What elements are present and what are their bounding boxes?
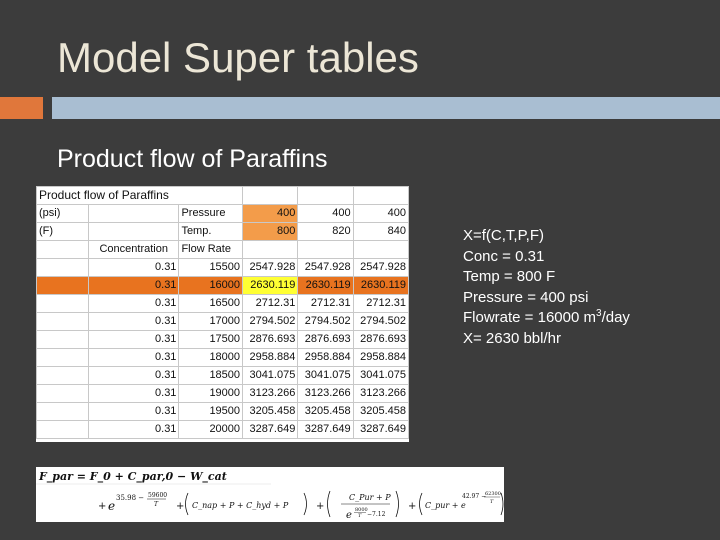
value-cell: 2712.31 (243, 295, 298, 313)
formula-line1: F_par = F_0 + C_par,0 − W_cat (39, 470, 227, 483)
formula-frac3-den: T (490, 499, 494, 505)
formula-frac1-num: 59600 (148, 492, 168, 499)
formula-frac2-exp-den: T (358, 513, 362, 519)
value-cell: 3123.266 (353, 385, 408, 403)
flow-cell: 16500 (179, 295, 243, 313)
note-pressure: Pressure = 400 psi (463, 288, 589, 306)
value-cell: 2876.693 (298, 331, 353, 349)
formula-paren3-close (501, 493, 503, 515)
formula-plus3: + (316, 501, 325, 512)
value-cell: 2630.119 (353, 277, 408, 295)
formula-frac1-den: T (154, 501, 159, 508)
note-temp: Temp = 800 F (463, 268, 556, 286)
temp-value: 820 (298, 223, 353, 241)
temp-label: Temp. (179, 223, 243, 241)
table-row (37, 385, 409, 403)
table-title-row (37, 187, 409, 205)
value-cell: 2958.884 (298, 349, 353, 367)
flow-rate-header: Flow Rate (179, 241, 243, 259)
table-row (37, 295, 409, 313)
value-cell: 3123.266 (243, 385, 298, 403)
flow-cell: 18500 (179, 367, 243, 385)
value-cell: 3041.075 (243, 367, 298, 385)
table-row (37, 331, 409, 349)
value-cell: 2794.502 (243, 313, 298, 331)
table-row (37, 349, 409, 367)
flow-cell: 17000 (179, 313, 243, 331)
formula-paren1-open (186, 493, 189, 515)
value-cell: 2876.693 (353, 331, 408, 349)
conc-cell: 0.31 (89, 259, 179, 277)
formula-image (36, 467, 504, 522)
pressure-value: 400 (298, 205, 353, 223)
value-cell: 3123.266 (298, 385, 353, 403)
pressure-value: 400 (353, 205, 408, 223)
formula-frac2-exp-tail: −7.12 (367, 511, 386, 518)
value-cell: 3287.649 (353, 421, 408, 439)
value-cell: 2547.928 (298, 259, 353, 277)
value-cell: 2547.928 (353, 259, 408, 277)
formula-paren3-open (420, 493, 423, 515)
note-flowrate (463, 308, 630, 329)
concentration-header: Concentration (89, 241, 179, 259)
flow-cell: 15500 (179, 259, 243, 277)
value-cell: 3205.458 (243, 403, 298, 421)
table-row (37, 313, 409, 331)
value-cell: 2876.693 (243, 331, 298, 349)
table-row (37, 259, 409, 277)
conc-cell: 0.31 (89, 295, 179, 313)
flow-cell: 19000 (179, 385, 243, 403)
conc-cell: 0.31 (89, 331, 179, 349)
flow-cell: 18000 (179, 349, 243, 367)
note-flowrate-sup: 3 (596, 308, 602, 320)
formula-paren1-close (304, 493, 307, 515)
conc-cell: 0.31 (89, 385, 179, 403)
note-function: X=f(C,T,P,F) (463, 227, 544, 244)
value-cell: 2712.31 (353, 295, 408, 313)
pressure-row (37, 205, 409, 223)
formula-frac2-exp-num: 8000 (355, 507, 368, 513)
calculation-notes (463, 226, 630, 350)
formula-plus2: + (176, 501, 185, 512)
temp-value: 840 (353, 223, 408, 241)
conc-cell: 0.31 (89, 403, 179, 421)
formula-plus4: + (408, 501, 417, 512)
conc-cell: 0.31 (89, 277, 179, 295)
note-result: X= 2630 bbl/hr (463, 329, 561, 347)
pressure-label: Pressure (179, 205, 243, 223)
value-cell: 3287.649 (243, 421, 298, 439)
conc-cell: 0.31 (89, 349, 179, 367)
formula-paren3: C_pur + e (425, 501, 466, 510)
table-row-highlighted (37, 277, 409, 295)
note-flowrate-text: Flowrate = 16000 m (463, 309, 596, 327)
pressure-unit: (psi) (37, 205, 89, 223)
temp-unit: (F) (37, 223, 89, 241)
formula-paren2-close (396, 491, 399, 517)
formula-paren1: C_nap + P + C_hyd + P (192, 501, 289, 510)
result-cell-highlighted: 2630.119 (243, 277, 298, 295)
header-row (37, 241, 409, 259)
conc-cell: 0.31 (89, 421, 179, 439)
value-cell: 2630.119 (298, 277, 353, 295)
value-cell: 2794.502 (353, 313, 408, 331)
flow-cell: 16000 (179, 277, 243, 295)
accent-bar-orange (0, 97, 43, 119)
flow-cell: 19500 (179, 403, 243, 421)
slide-subtitle: Product flow of Paraffins (57, 145, 328, 173)
value-cell: 3287.649 (298, 421, 353, 439)
value-cell: 3041.075 (298, 367, 353, 385)
super-table (36, 186, 409, 439)
table-row (37, 421, 409, 439)
value-cell: 3205.458 (353, 403, 408, 421)
value-cell: 2958.884 (243, 349, 298, 367)
conc-cell: 0.31 (89, 367, 179, 385)
formula-frac2-e: e (346, 510, 352, 521)
formula-exp1: 35.98 − (116, 494, 145, 502)
formula-plus: + (98, 501, 107, 512)
pressure-value: 400 (243, 205, 298, 223)
temp-value: 800 (243, 223, 298, 241)
note-conc: Conc = 0.31 (463, 247, 545, 265)
flow-cell: 20000 (179, 421, 243, 439)
formula-frac3-num: 62300 (485, 491, 501, 497)
super-table-image (36, 186, 409, 442)
formula-frac2-num: C_Pur + P (349, 493, 391, 502)
conc-cell: 0.31 (89, 313, 179, 331)
value-cell: 3205.458 (298, 403, 353, 421)
table-row (37, 403, 409, 421)
value-cell: 3041.075 (353, 367, 408, 385)
accent-bar-blue (52, 97, 720, 119)
value-cell: 2958.884 (353, 349, 408, 367)
value-cell: 2712.31 (298, 295, 353, 313)
formula-paren2-open (328, 491, 331, 517)
formula-exp2: 42.97 − (462, 493, 487, 500)
table-row (37, 367, 409, 385)
table-title: Product flow of Paraffins (37, 187, 243, 205)
slide-title: Model Super tables (57, 34, 419, 81)
flow-cell: 17500 (179, 331, 243, 349)
temp-row (37, 223, 409, 241)
note-flowrate-unit: /day (601, 309, 630, 327)
formula-svg (36, 467, 504, 522)
value-cell: 2794.502 (298, 313, 353, 331)
formula-e1: e (108, 499, 116, 513)
value-cell: 2547.928 (243, 259, 298, 277)
